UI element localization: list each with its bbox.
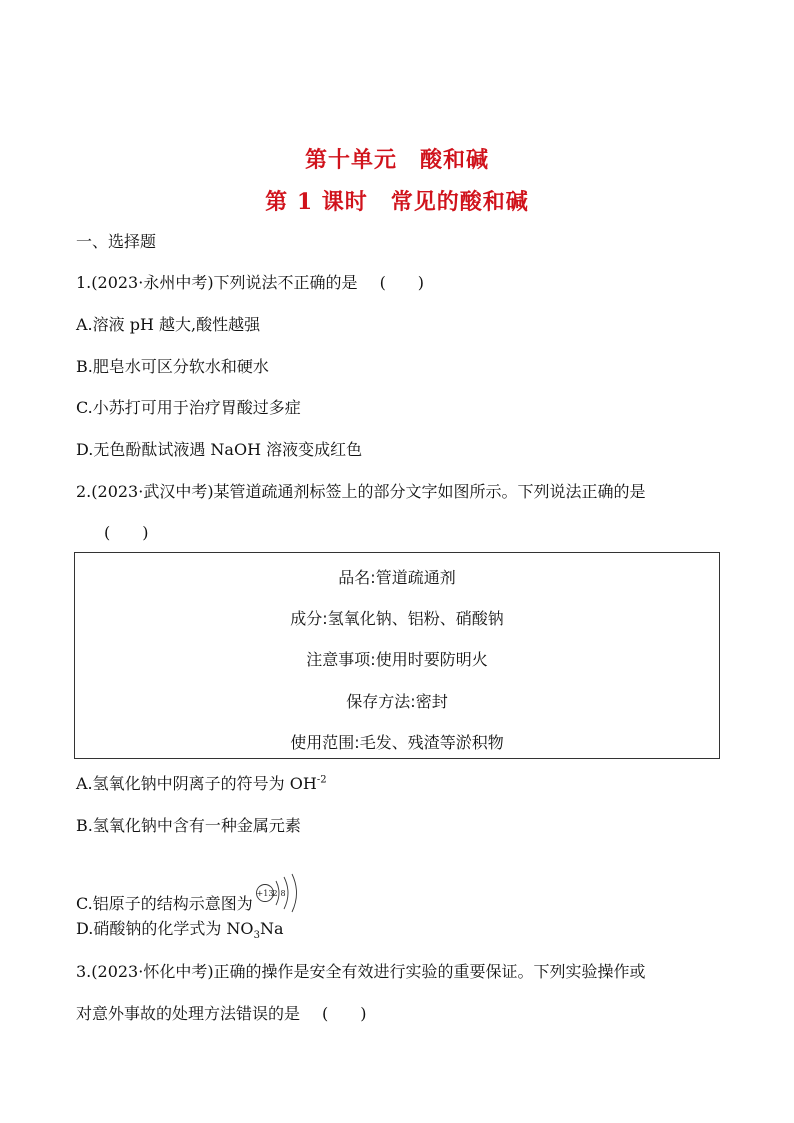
question-2-option-c — [76, 873, 301, 915]
question-1-option-d: D.无色酚酞试液遇 NaOH 溶液变成红色 — [76, 440, 363, 459]
question-1-answer-paren: ( ) — [379, 273, 425, 292]
question-2-answer-paren: ( ) — [104, 523, 149, 542]
question-2-option-d-tail: Na — [259, 919, 284, 938]
label-ingredients: 成分:氢氧化钠、铝粉、硝酸钠 — [290, 609, 504, 628]
lesson-title: 第 1 课时 常见的酸和碱 — [265, 189, 529, 215]
atom-shell-1-electrons: 2 — [272, 889, 278, 898]
question-2-option-d-text: D.硝酸钠的化学式为 NO — [76, 919, 254, 938]
question-3-answer-paren: ( ) — [322, 1004, 367, 1023]
question-2-stem: 2.(2023·武汉中考)某管道疏通剂标签上的部分文字如图所示。下列说法正确的是 — [76, 482, 646, 501]
unit-title: 第十单元 酸和碱 — [304, 147, 489, 173]
question-3-stem-line-1: 3.(2023·怀化中考)正确的操作是安全有效进行实验的重要保证。下列实验操作或 — [76, 962, 646, 981]
section-heading: 一、选择题 — [76, 232, 157, 251]
atom-shell-2-electrons: 8 — [280, 889, 286, 898]
question-2-option-d-subscript: 3 — [253, 930, 260, 942]
question-3-text: 对意外事故的处理方法错误的是 — [76, 1004, 301, 1023]
question-1-option-b: B.肥皂水可区分软水和硬水 — [76, 357, 269, 376]
product-label-box — [74, 552, 720, 759]
label-storage: 保存方法:密封 — [346, 692, 448, 711]
question-2-option-c-text: C.铝原子的结构示意图为 — [76, 894, 253, 913]
question-3-stem-line-2 — [76, 1003, 367, 1025]
question-1-option-a: A.溶液 pH 越大,酸性越强 — [76, 315, 261, 334]
question-1-option-c: C.小苏打可用于治疗胃酸过多症 — [76, 398, 301, 417]
label-scope: 使用范围:毛发、残渣等淤积物 — [290, 733, 504, 752]
aluminum-atom-structure-diagram — [255, 873, 301, 913]
question-2-option-b: B.氢氧化钠中含有一种金属元素 — [76, 816, 301, 835]
question-2-option-a — [76, 773, 327, 795]
question-2-option-d — [76, 918, 283, 940]
question-2-option-a-text: A.氢氧化钠中阴离子的符号为 OH — [76, 774, 317, 793]
label-caution: 注意事项:使用时要防明火 — [306, 650, 488, 669]
question-2-option-a-charge: -2 — [316, 774, 327, 786]
question-1-stem — [76, 272, 424, 294]
question-1-text: 1.(2023·永州中考)下列说法不正确的是 — [76, 273, 358, 292]
label-product-name: 品名:管道疏通剂 — [338, 568, 456, 587]
atom-nucleus-charge: +13 — [256, 889, 274, 898]
